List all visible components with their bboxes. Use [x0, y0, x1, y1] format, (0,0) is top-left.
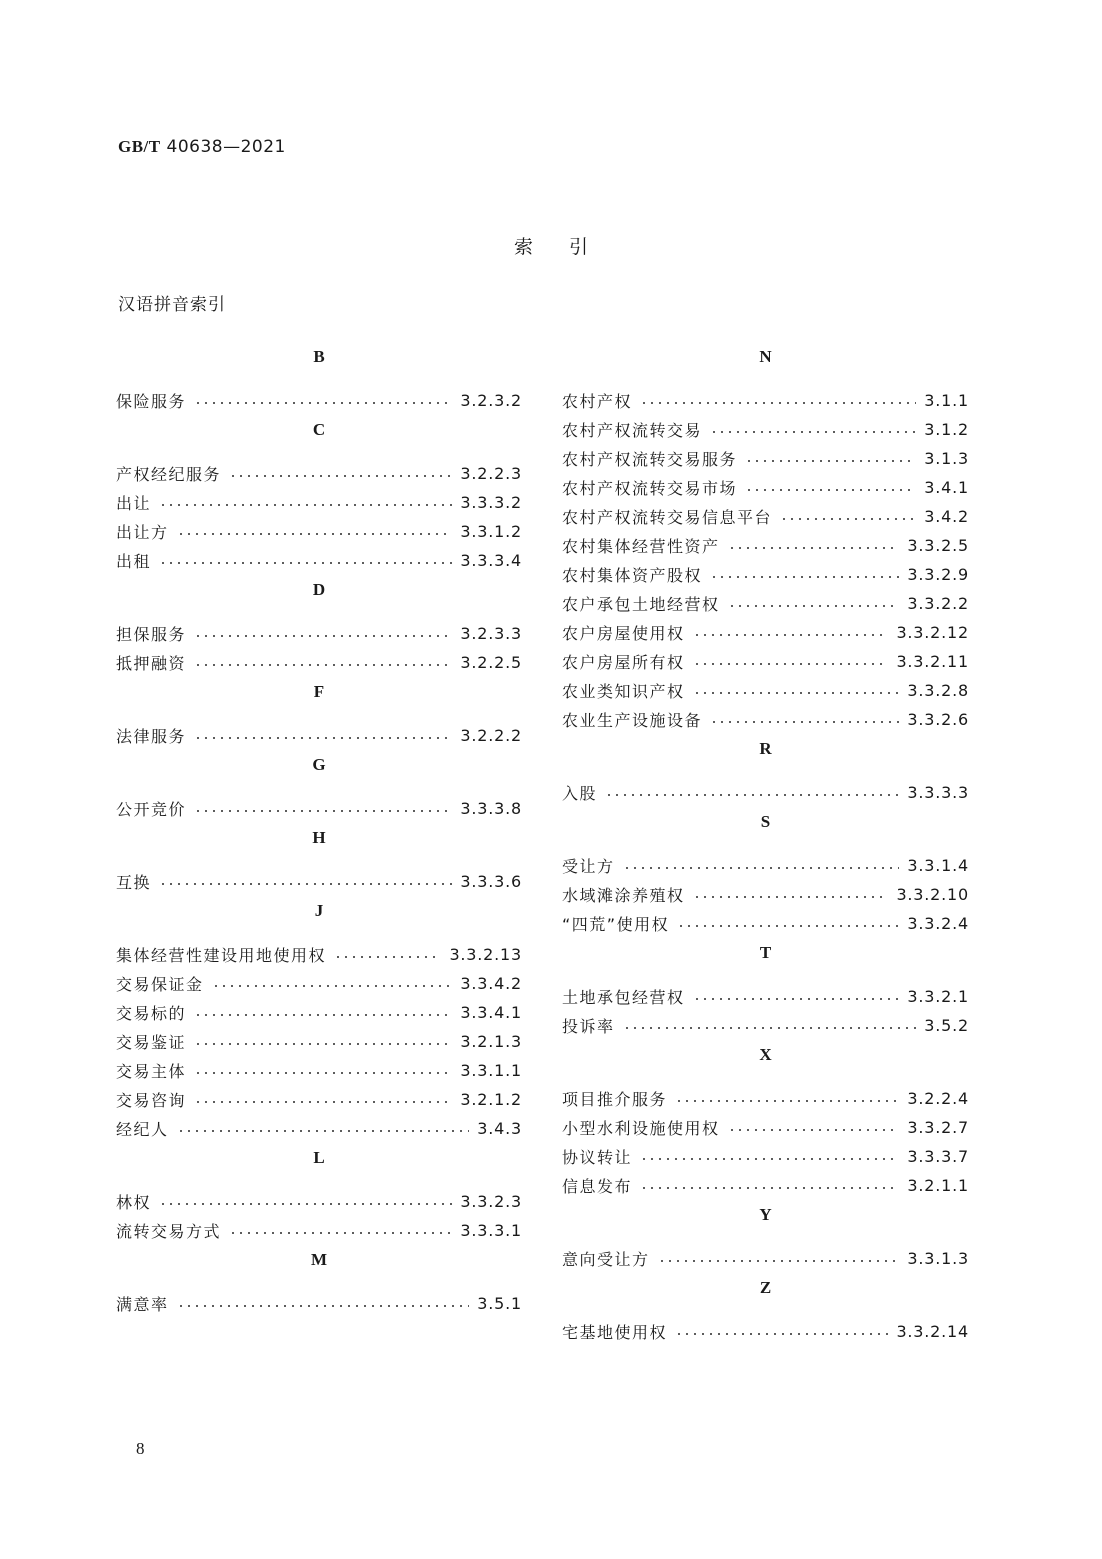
- index-entry: [562, 1171, 969, 1200]
- dot-leader: [194, 635, 452, 637]
- index-term: 小型水利设施使用权: [562, 1119, 720, 1138]
- dot-leader: [745, 460, 916, 462]
- title-char-2: 引: [569, 236, 589, 258]
- dot-leader: [658, 1260, 900, 1262]
- index-letter-heading: F: [313, 682, 325, 701]
- index-subtitle: 汉语拼音索引: [118, 295, 226, 315]
- index-entry: [116, 1085, 522, 1114]
- clause-reference: 3.2.1.2: [460, 1090, 522, 1109]
- index-entry: [562, 1142, 969, 1171]
- clause-reference: 3.5.2: [924, 1016, 969, 1035]
- dot-leader: [159, 562, 452, 564]
- clause-reference: 3.1.1: [924, 391, 969, 410]
- index-entry: [562, 705, 969, 734]
- index-group: [116, 415, 522, 575]
- index-letter-heading: G: [312, 755, 326, 774]
- dot-leader: [745, 489, 916, 491]
- clause-reference: 3.3.3.2: [460, 493, 522, 512]
- index-term: 满意率: [116, 1295, 169, 1314]
- index-term: 投诉率: [562, 1017, 615, 1036]
- index-term: 农村集体资产股权: [562, 566, 703, 585]
- index-entry: [562, 415, 969, 444]
- index-term: 担保服务: [116, 625, 187, 644]
- dot-leader: [693, 663, 889, 665]
- clause-reference: 3.3.1.1: [460, 1061, 522, 1080]
- index-entry: [562, 560, 969, 589]
- index-group: [562, 342, 969, 734]
- index-entry: [562, 444, 969, 473]
- index-group: [562, 1200, 969, 1273]
- clause-reference: 3.3.1.4: [907, 856, 969, 875]
- dot-leader: [693, 634, 889, 636]
- clause-reference: 3.3.2.13: [449, 945, 522, 964]
- index-group: [116, 342, 522, 415]
- clause-reference: 3.2.2.2: [460, 726, 522, 745]
- index-group: [116, 1143, 522, 1245]
- dot-leader: [693, 896, 889, 898]
- index-entry: [116, 867, 522, 896]
- index-term: 农村产权流转交易服务: [562, 450, 738, 469]
- dot-leader: [728, 605, 900, 607]
- index-entry: [562, 502, 969, 531]
- index-term: 保险服务: [116, 392, 187, 411]
- clause-reference: 3.3.2.9: [907, 565, 969, 584]
- index-term: 农村产权流转交易市场: [562, 479, 738, 498]
- index-group: [116, 1245, 522, 1318]
- index-entry: [116, 1056, 522, 1085]
- index-term: 互换: [116, 873, 152, 892]
- clause-reference: 3.3.2.14: [896, 1322, 969, 1341]
- index-entry: [116, 1187, 522, 1216]
- clause-reference: 3.3.1.2: [460, 522, 522, 541]
- dot-leader: [710, 721, 899, 723]
- index-entry: [116, 488, 522, 517]
- index-term: 协议转让: [562, 1148, 633, 1167]
- dot-leader: [710, 431, 916, 433]
- dot-leader: [728, 1129, 900, 1131]
- index-term: 信息发布: [562, 1177, 633, 1196]
- clause-reference: 3.3.2.4: [907, 914, 969, 933]
- index-term: 农户房屋使用权: [562, 624, 685, 643]
- index-letter-heading: R: [759, 739, 772, 758]
- dot-leader: [194, 810, 452, 812]
- index-term: 受让方: [562, 857, 615, 876]
- index-letter-heading: L: [313, 1148, 325, 1167]
- dot-leader: [194, 402, 452, 404]
- dot-leader: [623, 1027, 917, 1029]
- index-term: 农户房屋所有权: [562, 653, 685, 672]
- clause-reference: 3.3.4.2: [460, 974, 522, 993]
- right-index-column: [562, 342, 969, 1346]
- dot-leader: [177, 1130, 470, 1132]
- clause-reference: 3.4.3: [477, 1119, 522, 1138]
- index-term: 入股: [562, 784, 598, 803]
- index-entry: [562, 982, 969, 1011]
- index-group: [562, 938, 969, 1040]
- index-letter-heading: X: [759, 1045, 772, 1064]
- index-term: 交易咨询: [116, 1091, 187, 1110]
- index-term: 林权: [116, 1193, 152, 1212]
- index-term: 农业类知识产权: [562, 682, 685, 701]
- index-term: 农村产权流转交易信息平台: [562, 508, 773, 527]
- index-group: [562, 1273, 969, 1346]
- index-term: 农业生产设施设备: [562, 711, 703, 730]
- dot-leader: [194, 1072, 452, 1074]
- page-title: [0, 232, 1102, 259]
- index-entry: [562, 851, 969, 880]
- index-entry: [116, 969, 522, 998]
- dot-leader: [194, 664, 452, 666]
- title-char-1: 索: [513, 236, 533, 258]
- clause-reference: 3.3.2.10: [896, 885, 969, 904]
- index-entry: [116, 619, 522, 648]
- index-term: 流转交易方式: [116, 1222, 222, 1241]
- dot-leader: [710, 576, 899, 578]
- clause-reference: 3.3.2.3: [460, 1192, 522, 1211]
- index-entry: [562, 909, 969, 938]
- clause-reference: 3.3.2.1: [907, 987, 969, 1006]
- index-entry: [562, 1113, 969, 1142]
- index-entry: [562, 531, 969, 560]
- index-entry: [116, 517, 522, 546]
- index-group: [116, 823, 522, 896]
- clause-reference: 3.3.2.6: [907, 710, 969, 729]
- index-entry: [116, 386, 522, 415]
- dot-leader: [334, 956, 441, 958]
- clause-reference: 3.2.3.3: [460, 624, 522, 643]
- index-entry: [116, 1027, 522, 1056]
- index-letter-heading: M: [310, 1250, 328, 1269]
- index-entry: [116, 998, 522, 1027]
- clause-reference: 3.3.3.7: [907, 1147, 969, 1166]
- standard-number: 40638—2021: [166, 137, 286, 157]
- index-term: 产权经纪服务: [116, 465, 222, 484]
- dot-leader: [693, 998, 900, 1000]
- index-letter-heading: J: [314, 901, 324, 920]
- clause-reference: 3.2.2.3: [460, 464, 522, 483]
- dot-leader: [194, 1043, 452, 1045]
- index-term: 土地承包经营权: [562, 988, 685, 1007]
- dot-leader: [194, 1101, 452, 1103]
- index-term: 公开竞价: [116, 800, 187, 819]
- index-entry: [116, 721, 522, 750]
- index-letter-heading: H: [312, 828, 326, 847]
- clause-reference: 3.3.2.5: [907, 536, 969, 555]
- clause-reference: 3.4.2: [924, 507, 969, 526]
- clause-reference: 3.3.2.2: [907, 594, 969, 613]
- index-entry: [562, 589, 969, 618]
- clause-reference: 3.3.3.6: [460, 872, 522, 891]
- page-number: 8: [136, 1439, 145, 1458]
- index-group: [562, 734, 969, 807]
- index-entry: [116, 1114, 522, 1143]
- clause-reference: 3.3.2.8: [907, 681, 969, 700]
- index-group: [562, 1040, 969, 1200]
- clause-reference: 3.2.2.4: [907, 1089, 969, 1108]
- index-group: [116, 677, 522, 750]
- dot-leader: [677, 925, 899, 927]
- index-entry: [116, 1216, 522, 1245]
- index-entry: [562, 778, 969, 807]
- clause-reference: 3.3.2.7: [907, 1118, 969, 1137]
- index-entry: [562, 676, 969, 705]
- index-term: 出租: [116, 552, 152, 571]
- dot-leader: [780, 518, 916, 520]
- index-entry: [562, 1317, 969, 1346]
- dot-leader: [159, 1203, 452, 1205]
- index-term: 交易主体: [116, 1062, 187, 1081]
- clause-reference: 3.2.3.2: [460, 391, 522, 410]
- dot-leader: [640, 402, 916, 404]
- index-term: 意向受让方: [562, 1250, 650, 1269]
- dot-leader: [675, 1100, 899, 1102]
- clause-reference: 3.2.1.3: [460, 1032, 522, 1051]
- index-entry: [562, 1011, 969, 1040]
- index-letter-heading: D: [312, 580, 326, 599]
- index-entry: [562, 647, 969, 676]
- dot-leader: [640, 1158, 899, 1160]
- clause-reference: 3.2.1.1: [907, 1176, 969, 1195]
- index-letter-heading: B: [313, 347, 325, 366]
- index-term: 交易保证金: [116, 975, 204, 994]
- standard-prefix: GB/T: [118, 137, 161, 156]
- left-index-column: [116, 342, 522, 1318]
- index-term: 交易鉴证: [116, 1033, 187, 1052]
- clause-reference: 3.4.1: [924, 478, 969, 497]
- index-term: 出让方: [116, 523, 169, 542]
- clause-reference: 3.3.1.3: [907, 1249, 969, 1268]
- index-term: 项目推介服务: [562, 1090, 668, 1109]
- dot-leader: [675, 1333, 888, 1335]
- index-term: “四荒”使用权: [562, 915, 670, 934]
- index-entry: [116, 794, 522, 823]
- index-term: 出让: [116, 494, 152, 513]
- index-group: [116, 575, 522, 677]
- clause-reference: 3.1.3: [924, 449, 969, 468]
- index-entry: [116, 1289, 522, 1318]
- index-term: 农村产权流转交易: [562, 421, 703, 440]
- clause-reference: 3.3.3.8: [460, 799, 522, 818]
- index-letter-heading: Y: [759, 1205, 772, 1224]
- index-group: [562, 807, 969, 938]
- clause-reference: 3.3.3.3: [907, 783, 969, 802]
- dot-leader: [605, 794, 899, 796]
- index-entry: [116, 459, 522, 488]
- index-entry: [562, 386, 969, 415]
- index-letter-heading: C: [312, 420, 326, 439]
- index-entry: [562, 618, 969, 647]
- clause-reference: 3.3.3.4: [460, 551, 522, 570]
- clause-reference: 3.2.2.5: [460, 653, 522, 672]
- index-term: 法律服务: [116, 727, 187, 746]
- dot-leader: [212, 985, 453, 987]
- index-term: 集体经营性建设用地使用权: [116, 946, 327, 965]
- index-term: 农村产权: [562, 392, 633, 411]
- index-term: 水域滩涂养殖权: [562, 886, 685, 905]
- index-entry: [116, 940, 522, 969]
- index-entry: [116, 648, 522, 677]
- index-entry: [562, 473, 969, 502]
- dot-leader: [194, 737, 452, 739]
- index-letter-heading: N: [759, 347, 772, 366]
- dot-leader: [229, 1232, 452, 1234]
- index-entry: [562, 880, 969, 909]
- dot-leader: [194, 1014, 452, 1016]
- dot-leader: [177, 533, 453, 535]
- index-group: [116, 750, 522, 823]
- dot-leader: [623, 867, 900, 869]
- index-group: [116, 896, 522, 1143]
- index-term: 农户承包土地经营权: [562, 595, 720, 614]
- index-term: 抵押融资: [116, 654, 187, 673]
- index-term: 农村集体经营性资产: [562, 537, 720, 556]
- index-term: 交易标的: [116, 1004, 187, 1023]
- index-term: 经纪人: [116, 1120, 169, 1139]
- index-entry: [562, 1244, 969, 1273]
- dot-leader: [693, 692, 900, 694]
- clause-reference: 3.5.1: [477, 1294, 522, 1313]
- dot-leader: [177, 1305, 470, 1307]
- clause-reference: 3.3.2.12: [896, 623, 969, 642]
- clause-reference: 3.1.2: [924, 420, 969, 439]
- index-entry: [562, 1084, 969, 1113]
- index-letter-heading: T: [759, 943, 772, 962]
- clause-reference: 3.3.2.11: [896, 652, 969, 671]
- dot-leader: [640, 1187, 899, 1189]
- dot-leader: [728, 547, 900, 549]
- clause-reference: 3.3.4.1: [460, 1003, 522, 1022]
- document-header: [118, 137, 286, 157]
- dot-leader: [229, 475, 452, 477]
- index-letter-heading: S: [760, 812, 771, 831]
- index-entry: [116, 546, 522, 575]
- index-term: 宅基地使用权: [562, 1323, 668, 1342]
- dot-leader: [159, 883, 452, 885]
- dot-leader: [159, 504, 452, 506]
- index-letter-heading: Z: [759, 1278, 772, 1297]
- clause-reference: 3.3.3.1: [460, 1221, 522, 1240]
